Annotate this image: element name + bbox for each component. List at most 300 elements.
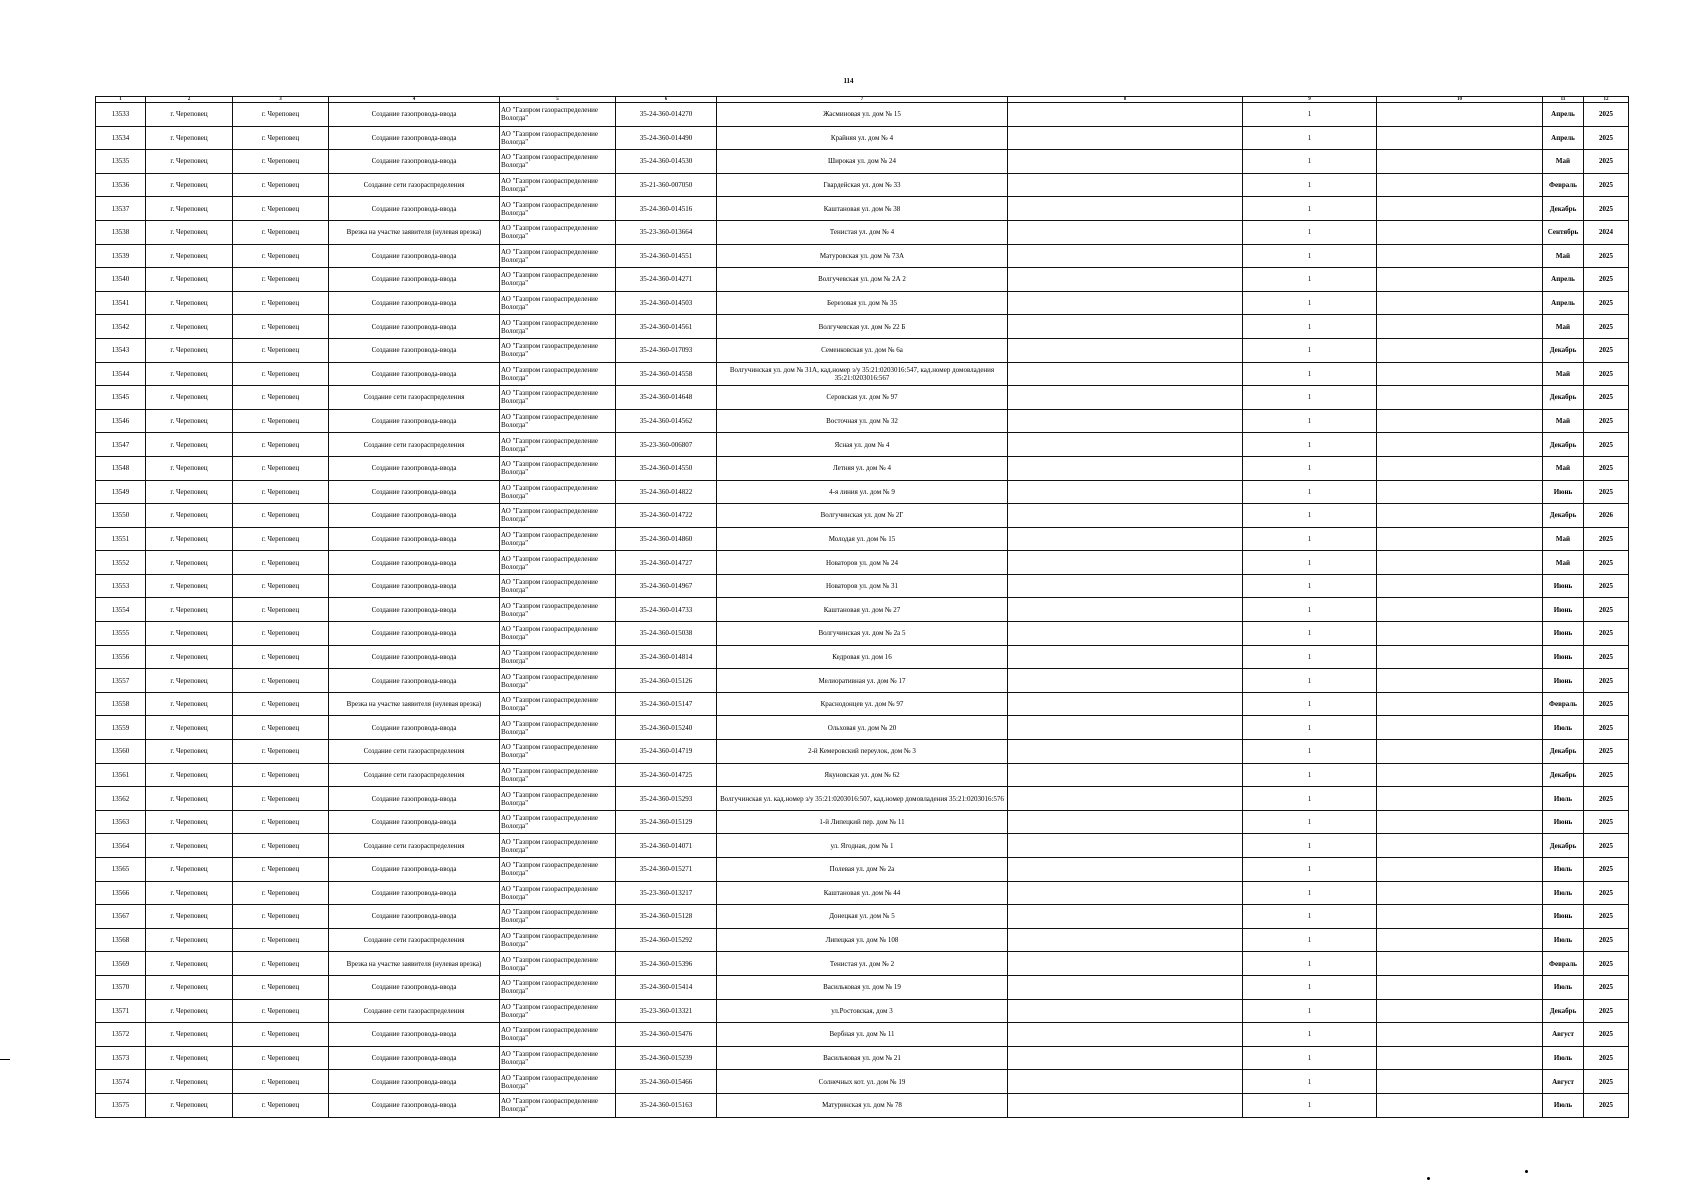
scan-speck [1525, 1170, 1528, 1173]
year-cell: 2025 [1584, 574, 1629, 598]
column-8-cell [1008, 480, 1243, 504]
quantity-cell: 1 [1243, 928, 1377, 952]
work-type-cell: Создание газопровода-ввода [329, 291, 500, 315]
month-cell: Май [1543, 527, 1584, 551]
city-cell: г. Череповец [233, 716, 329, 740]
table-row [96, 1093, 1629, 1117]
column-10-cell [1377, 574, 1543, 598]
city-cell: г. Череповец [233, 1023, 329, 1047]
quantity-cell: 1 [1243, 622, 1377, 646]
table-row [96, 834, 1629, 858]
column-8-cell [1008, 716, 1243, 740]
year-cell: 2025 [1584, 409, 1629, 433]
month-cell: Июль [1543, 858, 1584, 882]
column-8-cell [1008, 763, 1243, 787]
quantity-cell: 1 [1243, 952, 1377, 976]
year-cell: 2025 [1584, 810, 1629, 834]
column-8-cell [1008, 150, 1243, 174]
month-cell: Июнь [1543, 810, 1584, 834]
city-cell: г. Череповец [233, 338, 329, 362]
organization-cell: АО "Газпром газораспределение Вологда" [500, 858, 616, 882]
district-cell: г. Череповец [146, 338, 233, 362]
row-id-cell: 13548 [96, 456, 146, 480]
address-cell: 4-я линия ул. дом № 9 [717, 480, 1008, 504]
month-cell: Декабрь [1543, 740, 1584, 764]
address-cell: Каштановая ул. дом № 44 [717, 881, 1008, 905]
year-cell: 2025 [1584, 173, 1629, 197]
column-number: 8 [1008, 97, 1243, 103]
work-type-cell: Создание газопровода-ввода [329, 409, 500, 433]
district-cell: г. Череповец [146, 220, 233, 244]
city-cell: г. Череповец [233, 740, 329, 764]
table-row [96, 315, 1629, 339]
city-cell: г. Череповец [233, 480, 329, 504]
month-cell: Апрель [1543, 268, 1584, 292]
table-row [96, 220, 1629, 244]
column-10-cell [1377, 622, 1543, 646]
column-8-cell [1008, 504, 1243, 528]
city-cell: г. Череповец [233, 527, 329, 551]
quantity-cell: 1 [1243, 645, 1377, 669]
address-cell: Волгучинская ул. дом № 2Г [717, 504, 1008, 528]
table-row [96, 103, 1629, 127]
district-cell: г. Череповец [146, 858, 233, 882]
quantity-cell: 1 [1243, 103, 1377, 127]
row-id-cell: 13559 [96, 716, 146, 740]
district-cell: г. Череповец [146, 740, 233, 764]
cadastral-number-cell: 35-23-360-006807 [616, 433, 717, 457]
organization-cell: АО "Газпром газораспределение Вологда" [500, 456, 616, 480]
work-type-cell: Создание газопровода-ввода [329, 150, 500, 174]
row-id-cell: 13553 [96, 574, 146, 598]
organization-cell: АО "Газпром газораспределение Вологда" [500, 1070, 616, 1094]
year-cell: 2025 [1584, 268, 1629, 292]
year-cell: 2025 [1584, 433, 1629, 457]
city-cell: г. Череповец [233, 244, 329, 268]
address-cell: Тенистая ул. дом № 2 [717, 952, 1008, 976]
column-10-cell [1377, 834, 1543, 858]
work-type-cell: Создание газопровода-ввода [329, 669, 500, 693]
year-cell: 2025 [1584, 999, 1629, 1023]
address-cell: Каштановая ул. дом № 38 [717, 197, 1008, 221]
month-cell: Май [1543, 456, 1584, 480]
year-cell: 2025 [1584, 905, 1629, 929]
month-cell: Декабрь [1543, 999, 1584, 1023]
month-cell: Сентябрь [1543, 220, 1584, 244]
quantity-cell: 1 [1243, 527, 1377, 551]
row-id-cell: 13547 [96, 433, 146, 457]
city-cell: г. Череповец [233, 692, 329, 716]
column-10-cell [1377, 1046, 1543, 1070]
district-cell: г. Череповец [146, 362, 233, 386]
district-cell: г. Череповец [146, 315, 233, 339]
table-row [96, 787, 1629, 811]
table-row [96, 881, 1629, 905]
column-10-cell [1377, 480, 1543, 504]
row-id-cell: 13567 [96, 905, 146, 929]
column-10-cell [1377, 315, 1543, 339]
cadastral-number-cell: 35-24-360-015163 [616, 1093, 717, 1117]
work-type-cell: Создание газопровода-ввода [329, 480, 500, 504]
month-cell: Декабрь [1543, 834, 1584, 858]
column-8-cell [1008, 622, 1243, 646]
district-cell: г. Череповец [146, 504, 233, 528]
year-cell: 2025 [1584, 763, 1629, 787]
district-cell: г. Череповец [146, 999, 233, 1023]
quantity-cell: 1 [1243, 1070, 1377, 1094]
organization-cell: АО "Газпром газораспределение Вологда" [500, 527, 616, 551]
organization-cell: АО "Газпром газораспределение Вологда" [500, 220, 616, 244]
month-cell: Август [1543, 1070, 1584, 1094]
district-cell: г. Череповец [146, 834, 233, 858]
work-type-cell: Создание сети газораспределения [329, 999, 500, 1023]
month-cell: Май [1543, 409, 1584, 433]
city-cell: г. Череповец [233, 975, 329, 999]
quantity-cell: 1 [1243, 173, 1377, 197]
row-id-cell: 13544 [96, 362, 146, 386]
district-cell: г. Череповец [146, 551, 233, 575]
row-id-cell: 13534 [96, 126, 146, 150]
quantity-cell: 1 [1243, 1023, 1377, 1047]
column-8-cell [1008, 126, 1243, 150]
column-10-cell [1377, 669, 1543, 693]
address-cell: Васильковая ул. дом № 21 [717, 1046, 1008, 1070]
address-cell: Широкая ул. дом № 24 [717, 150, 1008, 174]
table-row [96, 173, 1629, 197]
organization-cell: АО "Газпром газораспределение Вологда" [500, 268, 616, 292]
column-8-cell [1008, 952, 1243, 976]
city-cell: г. Череповец [233, 268, 329, 292]
column-10-cell [1377, 787, 1543, 811]
table-row [96, 409, 1629, 433]
city-cell: г. Череповец [233, 763, 329, 787]
district-cell: г. Череповец [146, 574, 233, 598]
month-cell: Май [1543, 150, 1584, 174]
work-type-cell: Создание газопровода-ввода [329, 858, 500, 882]
district-cell: г. Череповец [146, 716, 233, 740]
month-cell: Июль [1543, 928, 1584, 952]
column-10-cell [1377, 126, 1543, 150]
cadastral-number-cell: 35-24-360-015292 [616, 928, 717, 952]
row-id-cell: 13540 [96, 268, 146, 292]
organization-cell: АО "Газпром газораспределение Вологда" [500, 480, 616, 504]
table-row [96, 1070, 1629, 1094]
table-row [96, 645, 1629, 669]
organization-cell: АО "Газпром газораспределение Вологда" [500, 244, 616, 268]
district-cell: г. Череповец [146, 409, 233, 433]
table-row [96, 197, 1629, 221]
row-id-cell: 13539 [96, 244, 146, 268]
city-cell: г. Череповец [233, 173, 329, 197]
work-type-cell: Создание газопровода-ввода [329, 1046, 500, 1070]
row-id-cell: 13555 [96, 622, 146, 646]
quantity-cell: 1 [1243, 150, 1377, 174]
month-cell: Июль [1543, 1046, 1584, 1070]
column-10-cell [1377, 551, 1543, 575]
organization-cell: АО "Газпром газораспределение Вологда" [500, 598, 616, 622]
row-id-cell: 13558 [96, 692, 146, 716]
month-cell: Декабрь [1543, 504, 1584, 528]
address-cell: Березовая ул. дом № 35 [717, 291, 1008, 315]
column-8-cell [1008, 244, 1243, 268]
column-8-cell [1008, 1093, 1243, 1117]
address-cell: Ольховая ул. дом № 20 [717, 716, 1008, 740]
table-row [96, 692, 1629, 716]
work-type-cell: Создание газопровода-ввода [329, 645, 500, 669]
cadastral-number-cell: 35-24-360-015128 [616, 905, 717, 929]
cadastral-number-cell: 35-24-360-014733 [616, 598, 717, 622]
address-cell: Тенистая ул. дом № 4 [717, 220, 1008, 244]
year-cell: 2025 [1584, 456, 1629, 480]
month-cell: Июль [1543, 716, 1584, 740]
row-id-cell: 13562 [96, 787, 146, 811]
district-cell: г. Череповец [146, 480, 233, 504]
column-10-cell [1377, 598, 1543, 622]
district-cell: г. Череповец [146, 763, 233, 787]
city-cell: г. Череповец [233, 928, 329, 952]
column-8-cell [1008, 598, 1243, 622]
column-number: 4 [329, 97, 500, 103]
year-cell: 2025 [1584, 362, 1629, 386]
city-cell: г. Череповец [233, 999, 329, 1023]
address-cell: Волгучевская ул. дом № 2А 2 [717, 268, 1008, 292]
row-id-cell: 13561 [96, 763, 146, 787]
year-cell: 2025 [1584, 1093, 1629, 1117]
row-id-cell: 13569 [96, 952, 146, 976]
city-cell: г. Череповец [233, 810, 329, 834]
month-cell: Июнь [1543, 480, 1584, 504]
quantity-cell: 1 [1243, 810, 1377, 834]
column-8-cell [1008, 928, 1243, 952]
organization-cell: АО "Газпром газораспределение Вологда" [500, 834, 616, 858]
column-8-cell [1008, 574, 1243, 598]
cadastral-number-cell: 35-24-360-014490 [616, 126, 717, 150]
work-type-cell: Создание газопровода-ввода [329, 1070, 500, 1094]
year-cell: 2025 [1584, 1046, 1629, 1070]
table-row [96, 975, 1629, 999]
column-10-cell [1377, 928, 1543, 952]
city-cell: г. Череповец [233, 952, 329, 976]
month-cell: Апрель [1543, 126, 1584, 150]
quantity-cell: 1 [1243, 787, 1377, 811]
scan-speck [1427, 1177, 1430, 1180]
quantity-cell: 1 [1243, 268, 1377, 292]
city-cell: г. Череповец [233, 291, 329, 315]
cadastral-number-cell: 35-24-360-015038 [616, 622, 717, 646]
address-cell: Восточная ул. дом № 32 [717, 409, 1008, 433]
column-8-cell [1008, 527, 1243, 551]
month-cell: Май [1543, 551, 1584, 575]
cadastral-number-cell: 35-24-360-014562 [616, 409, 717, 433]
row-id-cell: 13551 [96, 527, 146, 551]
row-id-cell: 13563 [96, 810, 146, 834]
city-cell: г. Череповец [233, 622, 329, 646]
address-cell: Васильковая ул. дом № 19 [717, 975, 1008, 999]
year-cell: 2025 [1584, 787, 1629, 811]
cadastral-number-cell: 35-24-360-014822 [616, 480, 717, 504]
cadastral-number-cell: 35-24-360-015414 [616, 975, 717, 999]
column-10-cell [1377, 103, 1543, 127]
column-10-cell [1377, 975, 1543, 999]
cadastral-number-cell: 35-23-360-013664 [616, 220, 717, 244]
city-cell: г. Череповец [233, 1070, 329, 1094]
column-number: 3 [233, 97, 329, 103]
row-id-cell: 13564 [96, 834, 146, 858]
cadastral-number-cell: 35-24-360-014648 [616, 386, 717, 410]
district-cell: г. Череповец [146, 1093, 233, 1117]
year-cell: 2025 [1584, 126, 1629, 150]
quantity-cell: 1 [1243, 763, 1377, 787]
city-cell: г. Череповец [233, 858, 329, 882]
column-8-cell [1008, 881, 1243, 905]
district-cell: г. Череповец [146, 598, 233, 622]
organization-cell: АО "Газпром газораспределение Вологда" [500, 881, 616, 905]
address-cell: Волгучинская ул. кад.номер з/у 35:21:0203016:507, кад.номер домовладения 35:21:0203016:576 [717, 787, 1008, 811]
cadastral-number-cell: 35-24-360-017093 [616, 338, 717, 362]
district-cell: г. Череповец [146, 645, 233, 669]
column-8-cell [1008, 291, 1243, 315]
work-type-cell: Создание газопровода-ввода [329, 810, 500, 834]
table-row [96, 999, 1629, 1023]
table-row [96, 574, 1629, 598]
column-number: 2 [146, 97, 233, 103]
year-cell: 2025 [1584, 527, 1629, 551]
year-cell: 2025 [1584, 740, 1629, 764]
row-id-cell: 13571 [96, 999, 146, 1023]
year-cell: 2025 [1584, 928, 1629, 952]
cadastral-number-cell: 35-24-360-015271 [616, 858, 717, 882]
quantity-cell: 1 [1243, 126, 1377, 150]
cadastral-number-cell: 35-24-360-014550 [616, 456, 717, 480]
city-cell: г. Череповец [233, 881, 329, 905]
row-id-cell: 13572 [96, 1023, 146, 1047]
cadastral-number-cell: 35-23-360-013321 [616, 999, 717, 1023]
table-row [96, 551, 1629, 575]
district-cell: г. Череповец [146, 244, 233, 268]
month-cell: Июль [1543, 881, 1584, 905]
column-10-cell [1377, 338, 1543, 362]
work-type-cell: Создание газопровода-ввода [329, 716, 500, 740]
quantity-cell: 1 [1243, 456, 1377, 480]
cadastral-number-cell: 35-24-360-015147 [616, 692, 717, 716]
table-row [96, 622, 1629, 646]
quantity-cell: 1 [1243, 1093, 1377, 1117]
column-number: 7 [717, 97, 1008, 103]
year-cell: 2025 [1584, 975, 1629, 999]
month-cell: Июнь [1543, 598, 1584, 622]
work-type-cell: Создание сети газораспределения [329, 834, 500, 858]
month-cell: Апрель [1543, 291, 1584, 315]
column-10-cell [1377, 763, 1543, 787]
month-cell: Февраль [1543, 692, 1584, 716]
district-cell: г. Череповец [146, 1070, 233, 1094]
organization-cell: АО "Газпром газораспределение Вологда" [500, 952, 616, 976]
column-10-cell [1377, 220, 1543, 244]
address-cell: Серовская ул. дом № 97 [717, 386, 1008, 410]
table-row [96, 244, 1629, 268]
column-10-cell [1377, 197, 1543, 221]
quantity-cell: 1 [1243, 692, 1377, 716]
address-cell: Кедровая ул. дом 16 [717, 645, 1008, 669]
column-10-cell [1377, 386, 1543, 410]
quantity-cell: 1 [1243, 197, 1377, 221]
work-type-cell: Врезка на участке заявителя (нулевая врезка) [329, 692, 500, 716]
column-8-cell [1008, 103, 1243, 127]
column-10-cell [1377, 881, 1543, 905]
organization-cell: АО "Газпром газораспределение Вологда" [500, 315, 616, 339]
district-cell: г. Череповец [146, 975, 233, 999]
column-8-cell [1008, 386, 1243, 410]
district-cell: г. Череповец [146, 669, 233, 693]
table-row [96, 740, 1629, 764]
cadastral-number-cell: 35-24-360-014860 [616, 527, 717, 551]
column-8-cell [1008, 433, 1243, 457]
organization-cell: АО "Газпром газораспределение Вологда" [500, 905, 616, 929]
address-cell: ул. Ягодная, дом № 1 [717, 834, 1008, 858]
city-cell: г. Череповец [233, 787, 329, 811]
work-type-cell: Создание газопровода-ввода [329, 315, 500, 339]
work-type-cell: Врезка на участке заявителя (нулевая врезка) [329, 220, 500, 244]
organization-cell: АО "Газпром газораспределение Вологда" [500, 928, 616, 952]
address-cell: Гвардейская ул. дом № 33 [717, 173, 1008, 197]
city-cell: г. Череповец [233, 126, 329, 150]
quantity-cell: 1 [1243, 551, 1377, 575]
city-cell: г. Череповец [233, 574, 329, 598]
quantity-cell: 1 [1243, 480, 1377, 504]
cadastral-number-cell: 35-24-360-014722 [616, 504, 717, 528]
month-cell: Июнь [1543, 645, 1584, 669]
column-number: 6 [616, 97, 717, 103]
column-number: 5 [500, 97, 616, 103]
column-10-cell [1377, 740, 1543, 764]
table-row [96, 527, 1629, 551]
quantity-cell: 1 [1243, 975, 1377, 999]
year-cell: 2025 [1584, 952, 1629, 976]
row-id-cell: 13535 [96, 150, 146, 174]
month-cell: Июнь [1543, 622, 1584, 646]
table-row [96, 598, 1629, 622]
row-id-cell: 13575 [96, 1093, 146, 1117]
city-cell: г. Череповец [233, 409, 329, 433]
column-8-cell [1008, 409, 1243, 433]
district-cell: г. Череповец [146, 456, 233, 480]
column-number: 12 [1584, 97, 1629, 103]
city-cell: г. Череповец [233, 551, 329, 575]
cadastral-number-cell: 35-24-360-014503 [616, 291, 717, 315]
organization-cell: АО "Газпром газораспределение Вологда" [500, 1093, 616, 1117]
scan-edge-mark [0, 1059, 10, 1060]
row-id-cell: 13537 [96, 197, 146, 221]
quantity-cell: 1 [1243, 386, 1377, 410]
district-cell: г. Череповец [146, 881, 233, 905]
district-cell: г. Череповец [146, 173, 233, 197]
table-body [96, 103, 1629, 1118]
work-type-cell: Создание газопровода-ввода [329, 504, 500, 528]
year-cell: 2025 [1584, 692, 1629, 716]
year-cell: 2025 [1584, 1023, 1629, 1047]
work-type-cell: Создание газопровода-ввода [329, 1093, 500, 1117]
quantity-cell: 1 [1243, 220, 1377, 244]
address-cell: 1-й Липецкий пер. дом № 11 [717, 810, 1008, 834]
month-cell: Август [1543, 1023, 1584, 1047]
work-type-cell: Создание газопровода-ввода [329, 126, 500, 150]
cadastral-number-cell: 35-24-360-014558 [616, 362, 717, 386]
quantity-cell: 1 [1243, 1046, 1377, 1070]
column-10-cell [1377, 1070, 1543, 1094]
work-type-cell: Создание газопровода-ввода [329, 527, 500, 551]
column-8-cell [1008, 810, 1243, 834]
register-table [95, 96, 1629, 1118]
